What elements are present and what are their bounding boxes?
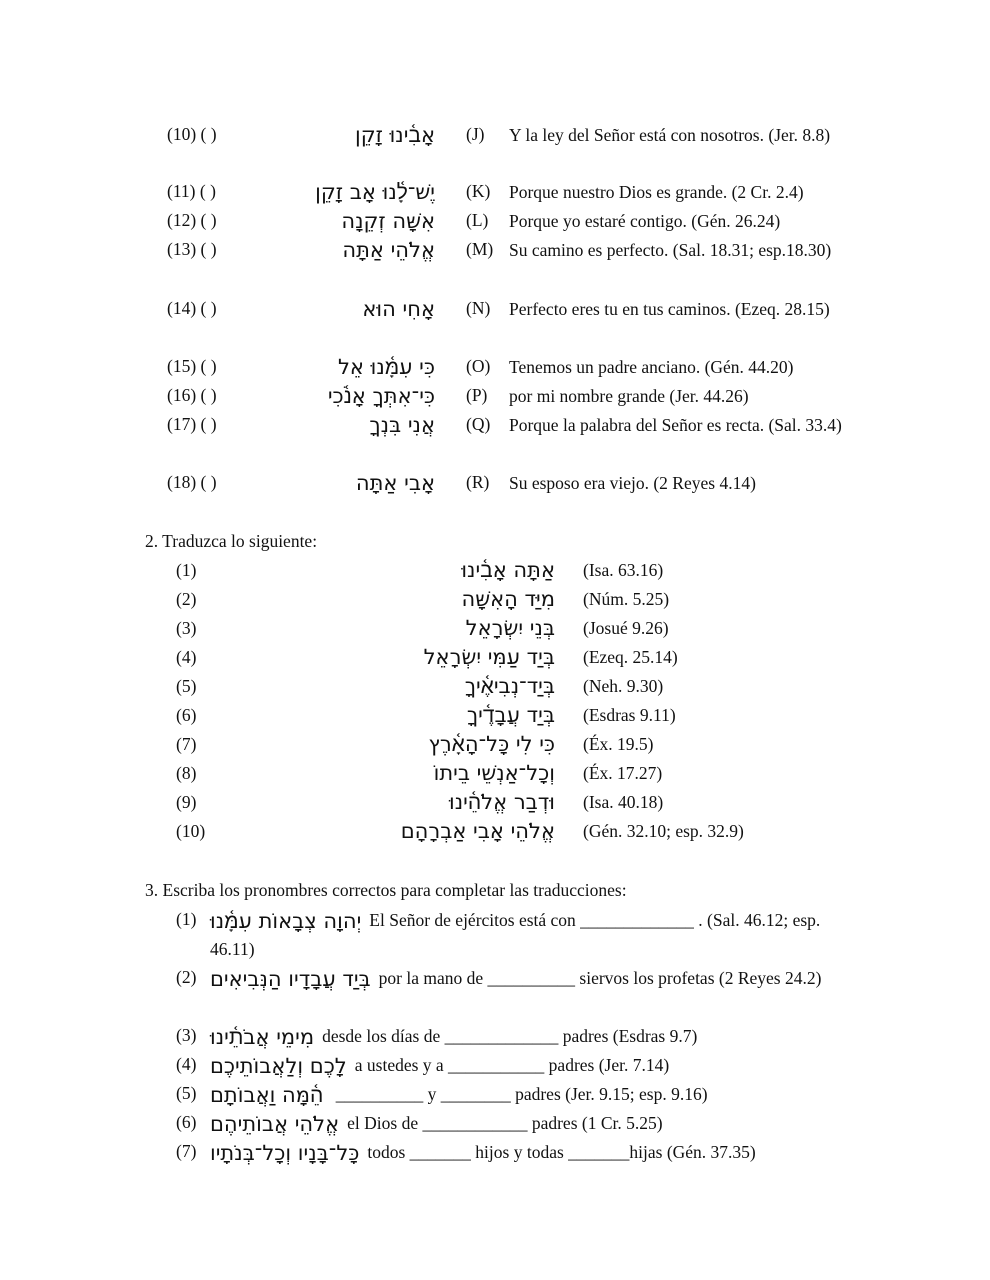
hebrew-phrase: אָבִ֫ינוּ זָקֵן [355,123,435,147]
item-number: (2) [176,589,197,609]
hebrew-phrase: וּדְבַר אֱלֹהֵ֫ינוּ [449,790,555,814]
hebrew-phrase: אֱלֹהֵי אֲבוֹתֵיהֶם [210,1112,340,1136]
spanish-translation: Porque yo estaré contigo. (Gén. 26.24) [509,211,781,231]
scripture-reference: (Éx. 17.27) [583,763,663,783]
hebrew-phrase: הֵ֫מָּה וַאֲבוֹתָם [210,1083,324,1107]
scripture-reference: (Esdras 9.11) [583,705,676,725]
scripture-reference: (Isa. 63.16) [583,560,664,580]
hebrew-phrase: וְכָל־אַנְשֵׁי בֵיתוֹ [433,761,555,785]
answer-letter: (L) [466,210,489,230]
item-body [210,906,850,964]
translation-text: a ustedes y a ___________ padres (Jer. 7.14) [354,1055,670,1075]
item-number: (18) ( ) [167,472,217,492]
hebrew-phrase: בְּיַד עֲבָדָיו הַנְּבִיאִים [210,967,371,991]
hebrew-phrase: בְּיַד עֲבָדֶ֫יךָ [466,703,555,727]
item-number: (17) ( ) [167,414,217,434]
hebrew-phrase: בְּיַד עַמִּי יִשְׂרָאֵל [423,645,555,669]
item-number: (3) [176,1025,197,1045]
item-number: (13) ( ) [167,239,217,259]
hebrew-phrase: אָחִי הוּא [362,297,435,321]
hebrew-phrase: כִּי־אִתְּךָ אָנֹ֫כִי [327,384,435,408]
scripture-reference: (Ezeq. 25.14) [583,647,678,667]
hebrew-phrase: בְּיַד־נְבִיאֶ֫יךָ [464,674,555,698]
item-number: (9) [176,792,197,812]
item-number: (7) [176,734,197,754]
item-body [210,1080,850,1109]
item-body [210,1022,850,1051]
hebrew-phrase: אִשָּׁה זְקֵנָה [341,209,435,233]
answer-letter: (J) [466,124,485,144]
section-2-title: 2. Traduzca lo siguiente: [145,531,318,551]
hebrew-phrase: אֱלֹהֵי אַתָּה [342,238,435,262]
hebrew-phrase: לָכֶם וְלַאֲבוֹתֵיכֶם [210,1054,347,1078]
answer-letter: (Q) [466,414,491,434]
item-number: (7) [176,1141,197,1161]
spanish-translation: Porque nuestro Dios es grande. (2 Cr. 2.4) [509,182,804,202]
answer-letter: (K) [466,181,491,201]
scripture-reference: (Isa. 40.18) [583,792,664,812]
spanish-translation: Su esposo era viejo. (2 Reyes 4.14) [509,473,756,493]
item-number: (1) [176,909,197,929]
hebrew-phrase: אֱלֹהֵי אָבִי אַבְרָהָם [400,819,555,843]
item-number: (14) ( ) [167,298,217,318]
translation-text: el Dios de ____________ padres (1 Cr. 5.25) [347,1113,663,1133]
scripture-reference: (Neh. 9.30) [583,676,664,696]
item-number: (10) [176,821,206,841]
scripture-reference: (Éx. 19.5) [583,734,654,754]
item-number: (11) ( ) [167,181,216,201]
hebrew-phrase: אַתָּה אָבִ֫ינוּ [461,558,555,582]
item-number: (8) [176,763,197,783]
item-number: (5) [176,1083,197,1103]
item-number: (3) [176,618,197,638]
answer-letter: (M) [466,239,494,259]
scripture-reference: (Gén. 32.10; esp. 32.9) [583,821,744,841]
item-number: (16) ( ) [167,385,217,405]
spanish-translation: Tenemos un padre anciano. (Gén. 44.20) [509,357,794,377]
hebrew-phrase: כִּי לִי כָּל־הָאָ֫רֶץ [428,732,555,756]
hebrew-phrase: כִּי עִמָּ֫נוּ אֵל [337,355,435,379]
answer-letter: (P) [466,385,488,405]
item-body [210,1109,850,1138]
hebrew-phrase: יְהוָה צְבָאוֹת עִמָּ֫נוּ [210,909,362,933]
item-number: (4) [176,647,197,667]
item-number: (6) [176,1112,197,1132]
hebrew-phrase: מִימֵי אֲבֹתֵ֫ינוּ [210,1025,315,1049]
spanish-translation: Porque la palabra del Señor es recta. (Sal. 33.4) [509,415,842,435]
translation-text: por la mano de __________ siervos los profetas (2 Reyes 24.2) [378,968,822,988]
answer-letter: (R) [466,472,490,492]
item-number: (12) ( ) [167,210,217,230]
item-number: (15) ( ) [167,356,217,376]
hebrew-phrase: מִיַּד הָאִשָּׁה [461,587,555,611]
hebrew-phrase: אָבִי אַתָּה [355,471,435,495]
translation-text: desde los días de _____________ padres (Esdras 9.7) [322,1026,698,1046]
scripture-reference: (Josué 9.26) [583,618,669,638]
translation-text: __________ y ________ padres (Jer. 9.15; esp. 9.16) [331,1084,708,1104]
translation-text: todos _______ hijos y todas _______hijas (Gén. 37.35) [367,1142,756,1162]
hebrew-phrase: יֶשׁ־לָ֫נוּ אָב זָקֵן [315,180,435,204]
item-body [210,1051,850,1080]
answer-letter: (O) [466,356,491,376]
hebrew-phrase: כָּל־בָּנָיו וְכָל־בְּנֹתָיו [210,1141,360,1165]
item-number: (1) [176,560,197,580]
item-number: (2) [176,967,197,987]
item-body [210,964,850,993]
scripture-reference: (Núm. 5.25) [583,589,670,609]
spanish-translation: Su camino es perfecto. (Sal. 18.31; esp.18.30) [509,240,832,260]
hebrew-phrase: בְּנֵי יִשְׂרָאֵל [465,616,555,640]
item-number: (6) [176,705,197,725]
spanish-translation: Perfecto eres tu en tus caminos. (Ezeq. 28.15) [509,299,830,319]
spanish-translation: por mi nombre grande (Jer. 44.26) [509,386,749,406]
item-number: (10) ( ) [167,124,217,144]
answer-letter: (N) [466,298,491,318]
item-number: (5) [176,676,197,696]
spanish-translation: Y la ley del Señor está con nosotros. (Jer. 8.8) [509,125,831,145]
item-number: (4) [176,1054,197,1074]
translation-text: El Señor de ejércitos está con _____________ . (Sal. 46.12; esp. 46.11) [210,910,821,959]
hebrew-phrase: אֲנִי בִּנְךָ [369,413,435,437]
section-3-title: 3. Escriba los pronombres correctos para completar las traducciones: [145,880,627,900]
item-body [210,1138,850,1167]
